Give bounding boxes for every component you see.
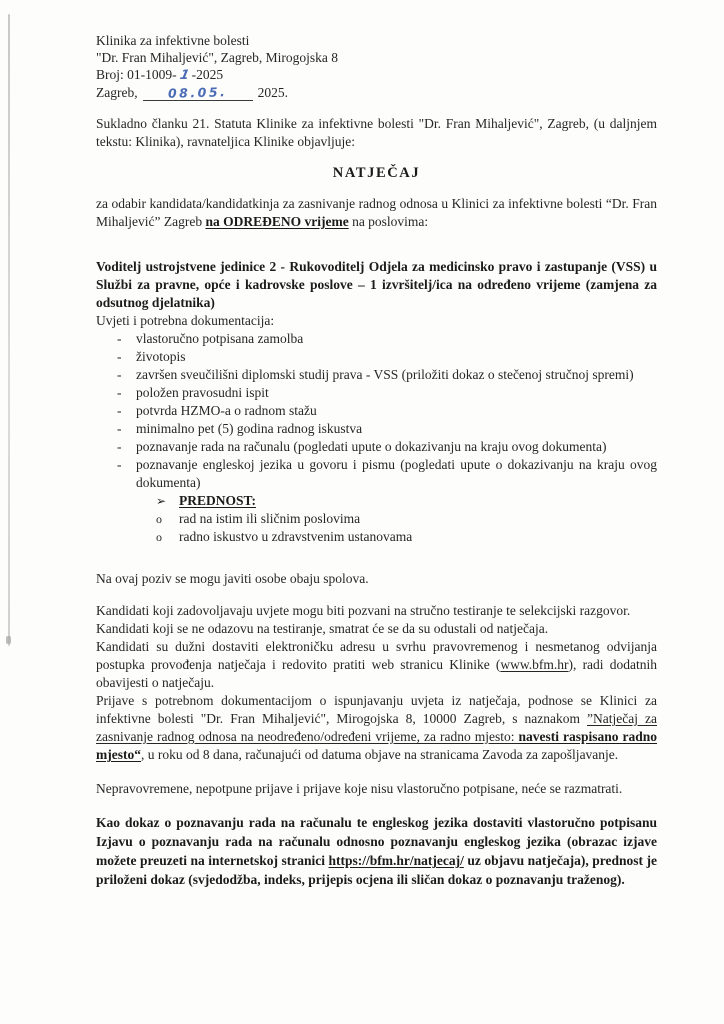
scan-edge-notch (6, 636, 11, 644)
application-note-underline: ”Natječaj za zasnivanje radnog odnosa na neodređeno/određeni vrijeme, za radno mjesto: (96, 711, 657, 744)
requirement-text: poznavanje engleskoj jezika u govoru i pismu (pogledati upute o dokazivanju na kraju ovog dokumenta) (136, 457, 657, 490)
genders-note: Na ovaj poziv se mogu javiti osobe obaju spolova. (96, 571, 369, 586)
testing-paragraph: Kandidati koji zadovoljavaju uvjete mogu biti pozvani na stručno testiranje te selekcijski razgovor. (96, 603, 631, 618)
prednost-text: radno iskustvo u zdravstvenim ustanovama (179, 529, 413, 544)
place-label: Zagreb, (96, 85, 138, 100)
requirement-text: minimalno pet (5) godina radnog iskustva (136, 421, 363, 436)
requirements-label: Uvjeti i potrebna dokumentacija: (96, 313, 275, 328)
dash-bullet-icon: - (117, 367, 122, 382)
requirement-item (96, 438, 657, 456)
opening-text-1: za odabir kandidata/kandidatkinja za zasnivanje radnog odnosa u Klinici za infektivne bolesti “Dr. Fran Mihaljević” Zagreb (96, 196, 657, 229)
proof-text-1: Kao dokaz o poznavanju rada na računalu te engleskog jezika dostaviti vlastoručno potpisanu Izjavu o poznavanju rada na računalu odnosno poznavanju engleskog jezika (obrazac izjave možete preuzeti na internetskoj stranici (96, 815, 657, 868)
requirement-item (96, 348, 657, 366)
document-content (96, 32, 657, 889)
document-title: NATJEČAJ (332, 165, 421, 181)
reference-number-line (96, 66, 657, 84)
applications-text-2: , u roku od 8 dana, računajući od datuma objave na stranicama Zavoda za zapošljavanje. (140, 747, 619, 762)
org-name: Klinika za infektivne bolesti (96, 33, 250, 48)
no-show-paragraph: Kandidati koji se ne odazovu na testiranje, smatrat će se da su odustali od natječaja. (96, 621, 549, 636)
dash-bullet-icon: - (117, 385, 122, 400)
late-applications-paragraph: Nepravovremene, nepotpune prijave i prijave koje nisu vlastoručno potpisane, neće se razmatrati. (96, 781, 623, 796)
requirement-item (96, 420, 657, 438)
dash-bullet-icon: - (117, 457, 122, 472)
email-paragraph (96, 638, 657, 692)
prednost-item (96, 528, 657, 546)
handwritten-date: 08.05. (167, 84, 228, 101)
requirement-item (96, 402, 657, 420)
arrow-bullet-icon: ➢ (156, 494, 167, 508)
clinic-website-link: www.bfm.hr (500, 657, 569, 672)
candidates-info-block (96, 602, 657, 764)
requirement-item (96, 330, 657, 348)
dash-bullet-icon: - (117, 403, 122, 418)
requirement-text: poznavanje rada na računalu (pogledati upute o dokazivanju na kraju ovog dokumenta) (136, 439, 607, 454)
fixed-term-emphasis: na ODREĐENO vrijeme (205, 214, 349, 229)
requirement-text: vlastoručno potpisana zamolba (136, 331, 304, 346)
dash-bullet-icon: - (117, 421, 122, 436)
requirement-item (96, 384, 657, 402)
letterhead (96, 32, 657, 101)
ref-suffix: -2025 (191, 67, 224, 82)
email-text-1: Kandidati su dužni dostaviti elektroničku adresu u svrhu pravovremenog i nesmetanog odvijanja postupka provođenja natječaja i redovito pratiti web stranicu Klinike ( (96, 639, 657, 672)
email-text-2: ), radi dodatnih obavijesti o natječaju. (96, 657, 657, 690)
circle-bullet-icon: o (156, 512, 162, 526)
opening-text-2: na poslovima: (348, 214, 429, 229)
date-blank-underline (143, 86, 253, 101)
natjecaj-url-link: https://bfm.hr/natjecaj/ (328, 853, 464, 868)
applications-paragraph (96, 692, 657, 764)
opening-paragraph (96, 195, 657, 231)
dash-bullet-icon: - (117, 439, 122, 454)
date-line (96, 84, 657, 101)
requirement-text: životopis (136, 349, 186, 364)
prednost-label: PREDNOST: (179, 493, 257, 508)
applications-text-1: Prijave s potrebnom dokumentacijom o ispunjavanju uvjeta iz natječaja, podnose se Klinici za infektivne bolesti "Dr. Fran Mihaljević", Mirogojska 8, 10000 Zagreb, s naznakom (96, 693, 657, 726)
handwritten-ref-number: 1 (178, 68, 191, 83)
prednost-header (96, 492, 657, 510)
proof-paragraph (96, 813, 657, 889)
requirement-text: položen pravosudni ispit (136, 385, 269, 400)
application-note-bold: navesti raspisano radno mjesto“ (96, 729, 657, 762)
prednost-item (96, 510, 657, 528)
org-address: "Dr. Fran Mihaljević", Zagreb, Mirogojska 8 (96, 50, 338, 65)
requirement-item (96, 456, 657, 492)
dash-bullet-icon: - (117, 349, 122, 364)
requirement-text: završen sveučilišni diplomski studij prava - VSS (priložiti dokaz o stečenoj stručnoj spremi) (136, 367, 634, 382)
requirement-text: potvrda HZMO-a o radnom stažu (136, 403, 317, 418)
ref-prefix: Broj: 01-1009- (96, 67, 177, 82)
circle-bullet-icon: o (156, 530, 162, 544)
year-label: 2025. (257, 85, 288, 100)
position-title: Voditelj ustrojstvene jedinice 2 - Rukovoditelj Odjela za medicinsko pravo i zastupanje (VSS) u Službi za pravne, opće i kadrovske poslove – 1 izvršitelj/ica na određeno vrijeme (zamjena za odsutnog djelatnika) (96, 259, 657, 310)
prednost-text: rad na istim ili sličnim poslovima (179, 511, 361, 526)
dash-bullet-icon: - (117, 331, 122, 346)
intro-paragraph: Sukladno članku 21. Statuta Klinike za infektivne bolesti "Dr. Fran Mihaljević", Zagreb, (u daljnjem tekstu: Klinika), ravnateljica Klinike objavljuje: (96, 116, 657, 149)
requirement-item (96, 366, 657, 384)
scan-edge-artifact (8, 14, 10, 646)
proof-text-2: uz objavu natječaja), prednost je priloženi dokaz (svjedodžba, indeks, prijepis ocjena ili sličan dokaz o poznavanju traženog). (96, 853, 657, 887)
